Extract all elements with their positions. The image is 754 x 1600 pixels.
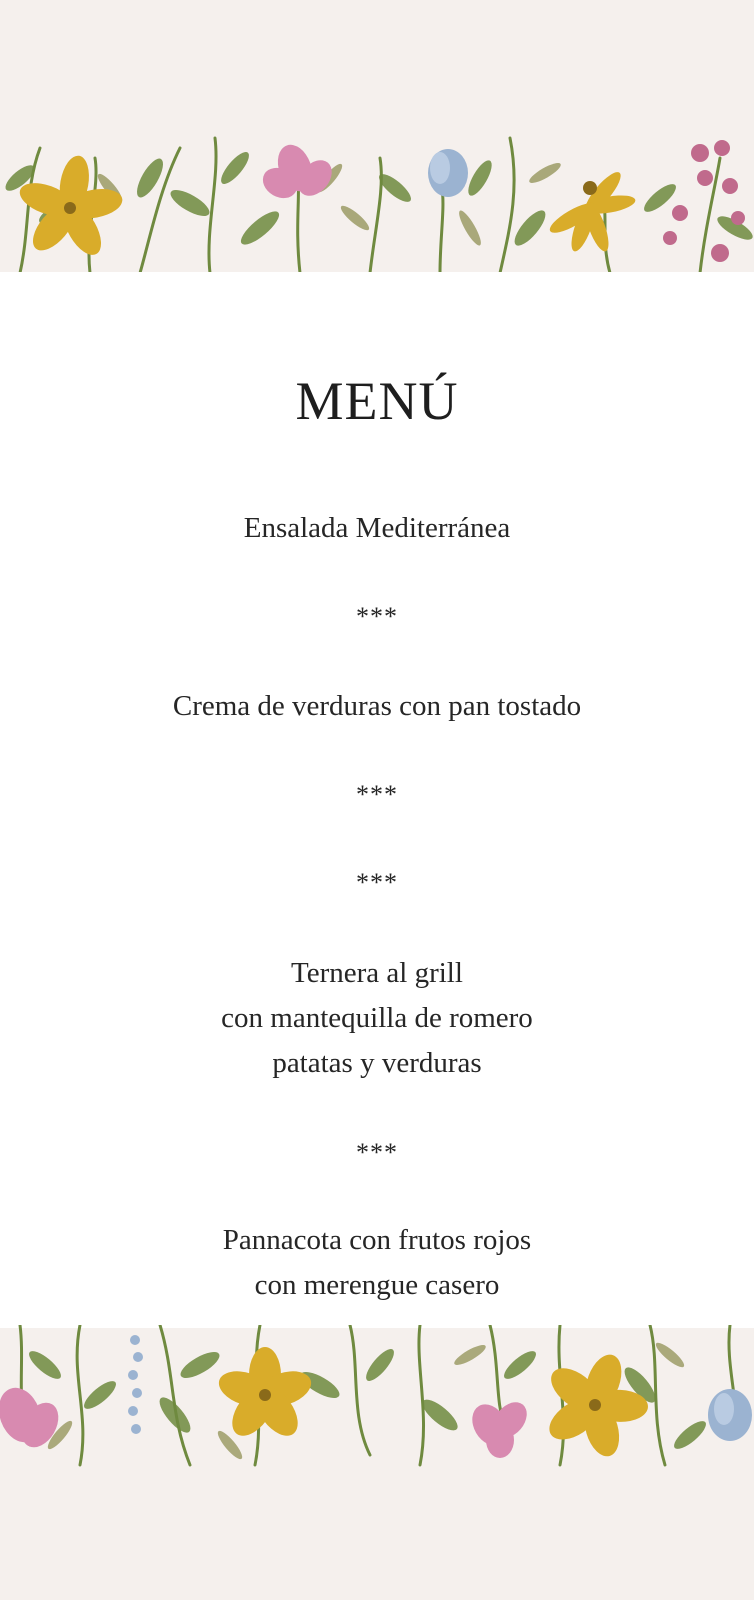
bottom-floral-border [0, 1325, 754, 1485]
course-soup: Crema de verduras con pan tostado [172, 690, 582, 722]
course-separator: *** [356, 780, 398, 809]
course-separator: *** [356, 868, 398, 897]
course-dessert-line: con merengue casero [254, 1269, 500, 1301]
course-main-line: patatas y verduras [272, 1047, 482, 1079]
floral-illustration-bottom [0, 1325, 754, 1485]
course-starter: Ensalada Mediterránea [243, 512, 511, 544]
course-dessert-line: Pannacota con frutos rojos [222, 1224, 532, 1256]
menu-title: MENÚ [295, 371, 459, 431]
course-separator: *** [356, 602, 398, 631]
course-main-line: con mantequilla de romero [221, 1002, 533, 1034]
floral-illustration-top [0, 118, 754, 273]
top-floral-border [0, 118, 754, 273]
course-main-line: Ternera al grill [291, 957, 463, 989]
course-separator: *** [356, 1138, 398, 1167]
